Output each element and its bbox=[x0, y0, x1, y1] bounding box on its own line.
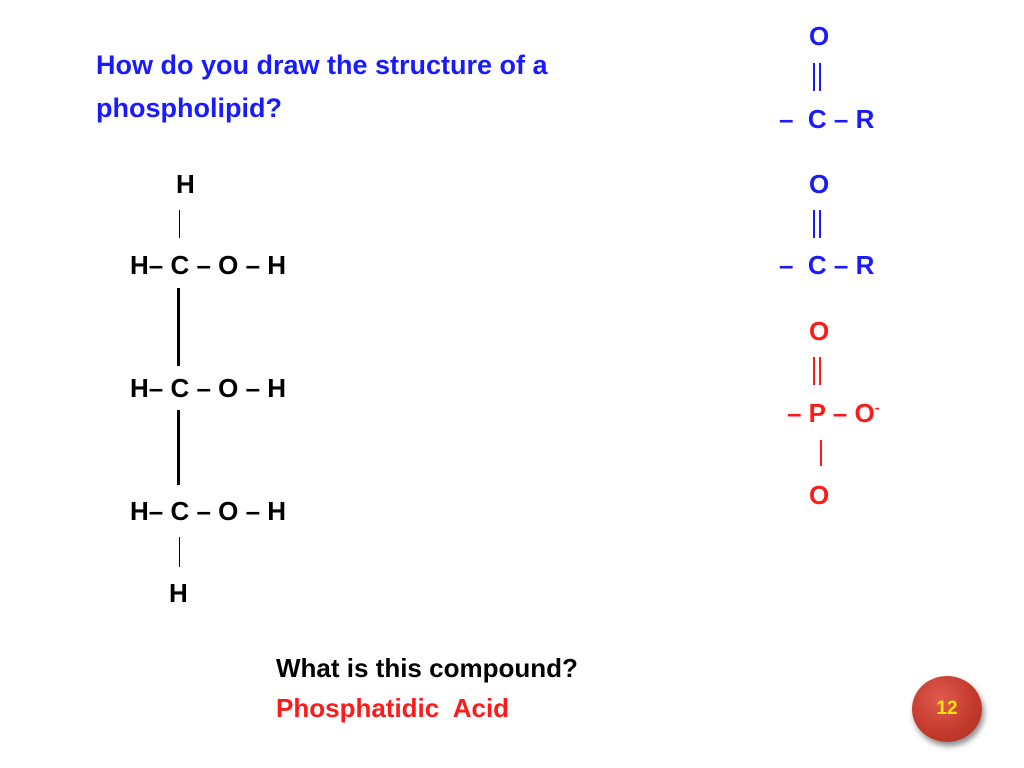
glycerol-top-h: H bbox=[176, 169, 195, 199]
acyl1-chain: – C – R bbox=[779, 104, 875, 134]
glycerol-bond-1-2 bbox=[177, 288, 180, 366]
acyl2-double-bond bbox=[813, 210, 821, 238]
acyl2-oxygen: O bbox=[809, 169, 830, 199]
glycerol-bond-2-3 bbox=[177, 410, 180, 485]
glycerol-row-2: H– C – O – H bbox=[130, 373, 287, 403]
acyl1-double-bond bbox=[813, 63, 821, 91]
glycerol-row-1: H– C – O – H bbox=[130, 250, 287, 280]
answer-text: Phosphatidic Acid bbox=[276, 693, 510, 723]
slide-question: How do you draw the structure of a phospholipid? bbox=[96, 50, 548, 123]
phosphate-top-oxygen: O bbox=[809, 316, 830, 346]
phosphate-chain-text: – P – O bbox=[787, 398, 875, 428]
glycerol-bond-top bbox=[179, 210, 180, 238]
phosphate-chain bbox=[787, 400, 880, 426]
page-number: 12 bbox=[936, 698, 958, 719]
answer-question: What is this compound? bbox=[276, 653, 578, 683]
glycerol-bond-bottom bbox=[179, 537, 180, 567]
glycerol-row-3: H– C – O – H bbox=[130, 496, 287, 526]
acyl1-oxygen: O bbox=[809, 21, 830, 51]
phosphate-charge: - bbox=[874, 399, 880, 417]
phosphate-double-bond bbox=[813, 357, 821, 385]
acyl2-chain: – C – R bbox=[779, 250, 875, 280]
phosphate-bottom-oxygen: O bbox=[809, 480, 830, 510]
glycerol-bottom-h: H bbox=[169, 578, 188, 608]
phosphate-single-bond bbox=[820, 440, 822, 466]
page-number-badge bbox=[912, 676, 982, 742]
